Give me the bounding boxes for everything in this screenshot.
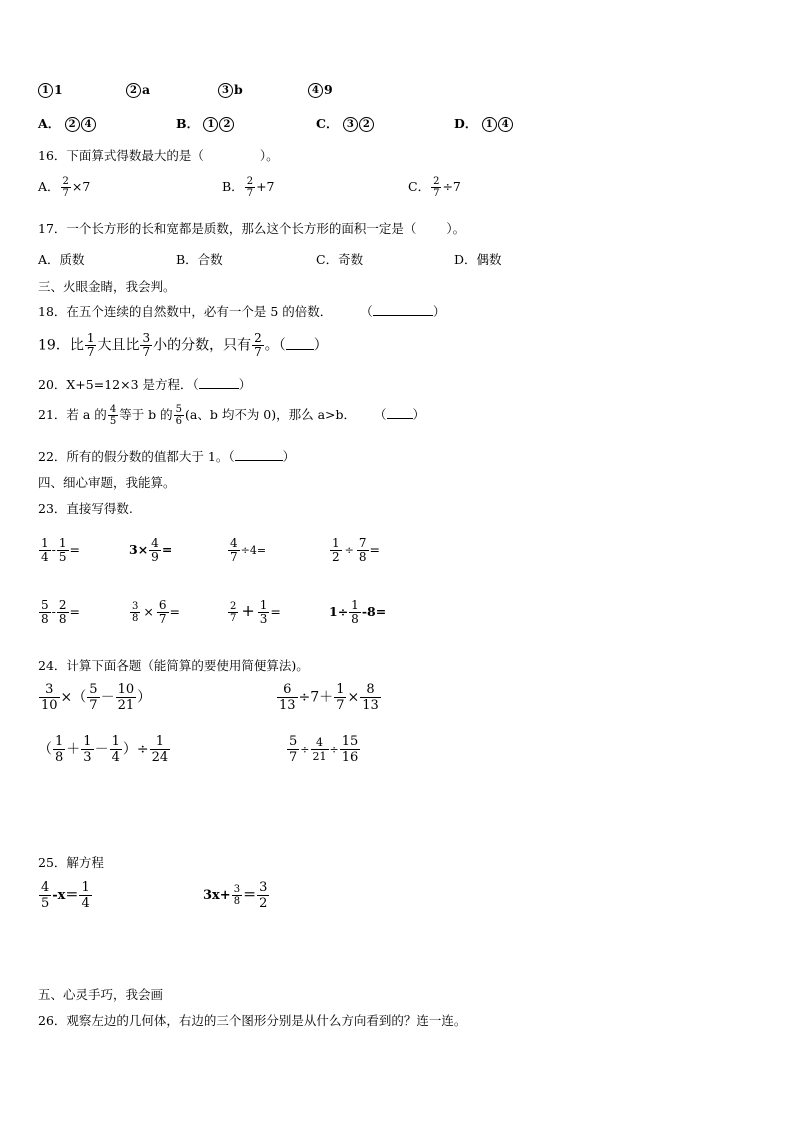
fraction: $\frac{1}{7}$ (336, 682, 345, 713)
fraction: $\frac{15}{16}$ (341, 734, 359, 765)
fraction: $\frac{8}{13}$ (362, 682, 379, 713)
fraction: $\frac{2}{7}$ (230, 601, 237, 624)
q23-expression-7: $\frac{2}{7}$ + $\frac{1}{3}$ = (230, 598, 281, 626)
answer-blank[interactable] (199, 388, 239, 389)
circled-number: 4 (81, 117, 96, 132)
fraction: $\frac{5}{6}$ (175, 404, 183, 427)
circled-number: 3 (218, 83, 233, 98)
q16-option-b[interactable]: B． $\frac{2}{7}$ +7 (222, 176, 275, 199)
fraction: $\frac{4}{9}$ (151, 536, 159, 564)
circled-number: 2 (65, 117, 80, 132)
fraction: $\frac{3}{8}$ (233, 884, 241, 907)
q15-choice-4: 4 9 (308, 82, 333, 98)
fraction: $\frac{4}{7}$ (230, 536, 238, 564)
question-26: 26．观察左边的几何体，右边的三个图形分别是从什么方向看到的？连一连。 (38, 1013, 467, 1028)
q24-expression-3: （ $\frac{1}{8}$ ＋ $\frac{1}{3}$ － $\frac{1}{4}$ ）÷ $\frac{1}{24}$ (38, 734, 169, 765)
section-4-heading: 四、细心审题，我能算。 (38, 475, 176, 490)
q15-option-d[interactable]: D． 1 4 (454, 114, 514, 132)
q15-option-a[interactable]: A． 2 4 (38, 114, 97, 132)
fraction: $\frac{1}{4}$ (41, 536, 49, 564)
circled-number: 2 (126, 83, 141, 98)
q23-expression-1: $\frac{1}{4}$ - $\frac{1}{5}$ = (41, 536, 80, 564)
q24-expression-1: $\frac{3}{10}$ ×（ $\frac{5}{7}$ － $\frac{10}{21}$ ） (41, 682, 152, 713)
question-23: 23．直接写得数. (38, 501, 133, 516)
fraction: $\frac{5}{7}$ (89, 682, 98, 713)
q23-expression-3: $\frac{4}{7}$ ÷4= (230, 536, 267, 564)
question-25: 25．解方程 (38, 855, 104, 870)
circled-number: 2 (359, 117, 374, 132)
fraction: $\frac{3}{10}$ (41, 682, 58, 713)
q17-option-d[interactable]: D．偶数 (454, 252, 502, 267)
fraction: $\frac{4}{5}$ (109, 404, 117, 427)
q23-expression-8: 1÷ $\frac{1}{8}$ -8= (329, 598, 387, 626)
section-3-heading: 三、火眼金睛，我会判。 (38, 279, 176, 294)
question-24: 24．计算下面各题（能简算的要使用简便算法)。 (38, 658, 309, 673)
q15-choice-2: 2 a (126, 82, 150, 98)
q25-equation-2: 3x+ $\frac{3}{8}$ ＝ $\frac{3}{2}$ (203, 880, 268, 911)
circled-number: 3 (343, 117, 358, 132)
fraction: $\frac{1}{2}$ (332, 536, 340, 564)
q23-expression-6: $\frac{3}{8}$ × $\frac{6}{7}$ = (132, 598, 180, 626)
answer-blank[interactable] (286, 349, 314, 350)
fraction: $\frac{4}{21}$ (312, 736, 327, 763)
q17-option-c[interactable]: C．奇数 (316, 252, 364, 267)
question-16: 16．下面算式得数最大的是（ ）。 (38, 148, 279, 163)
fraction: $\frac{6}{7}$ (158, 598, 167, 626)
q17-option-a[interactable]: A．质数 (38, 252, 85, 267)
fraction: $\frac{1}{8}$ (55, 734, 64, 765)
q23-expression-4: $\frac{1}{2}$ ÷ $\frac{7}{8}$ = (332, 536, 380, 564)
q24-expression-2: $\frac{6}{13}$ ÷7＋ $\frac{1}{7}$ × $\frac{8}{13}$ (279, 682, 379, 713)
fraction: $\frac{3}{7}$ (142, 331, 151, 359)
circled-number: 1 (203, 117, 218, 132)
answer-blank[interactable] (235, 460, 283, 461)
q23-expression-5: $\frac{5}{8}$ - $\frac{2}{8}$ = (41, 598, 80, 626)
fraction: $\frac{2}{7}$ (62, 176, 69, 199)
section-5-heading: 五、心灵手巧，我会画 (38, 987, 164, 1002)
fraction: $\frac{4}{5}$ (41, 880, 50, 911)
fraction: $\frac{6}{13}$ (279, 682, 296, 713)
answer-blank[interactable] (387, 418, 413, 419)
fraction: $\frac{10}{21}$ (117, 682, 135, 713)
fraction: $\frac{1}{8}$ (351, 598, 359, 626)
question-20: 20．X+5=12×3 是方程．（ ） (38, 377, 252, 392)
circled-number: 4 (308, 83, 323, 98)
question-17: 17．一个长方形的长和宽都是质数，那么这个长方形的面积一定是（ ）。 (38, 221, 466, 236)
fraction: $\frac{3}{8}$ (132, 601, 139, 624)
q23-expression-2: 3× $\frac{4}{9}$ = (129, 536, 173, 564)
q16-option-c[interactable]: C． $\frac{2}{7}$ ÷7 (408, 176, 461, 199)
fraction: $\frac{1}{4}$ (81, 880, 90, 911)
q15-option-c[interactable]: C． 3 2 (316, 114, 375, 132)
fraction: $\frac{2}{7}$ (254, 331, 262, 359)
circled-number: 1 (38, 83, 53, 98)
q17-option-b[interactable]: B．合数 (176, 252, 223, 267)
q15-option-b[interactable]: B． 1 2 (176, 114, 235, 132)
fraction: $\frac{1}{24}$ (151, 734, 169, 765)
fraction: $\frac{2}{8}$ (58, 598, 67, 626)
circled-number: 2 (219, 117, 234, 132)
fraction: $\frac{5}{8}$ (41, 598, 49, 626)
q15-choice-1: 1 1 (38, 82, 63, 98)
fraction: $\frac{1}{4}$ (111, 734, 120, 765)
fraction: $\frac{1}{3}$ (83, 734, 92, 765)
fraction: $\frac{1}{7}$ (86, 331, 95, 359)
fraction: $\frac{7}{8}$ (358, 536, 367, 564)
q24-expression-4: $\frac{5}{7}$ ÷ $\frac{4}{21}$ ÷ $\frac{15}{16}$ (289, 734, 359, 765)
question-18: 18．在五个连续的自然数中，必有一个是 5 的倍数． （ ） (38, 304, 446, 319)
fraction: $\frac{1}{5}$ (58, 536, 67, 564)
q25-equation-1: $\frac{4}{5}$ -x＝ $\frac{1}{4}$ (41, 880, 90, 911)
question-19: 19．比 $\frac{1}{7}$ 大且比 $\frac{3}{7}$ 小的分数，只有 $\frac{2}{7}$ 。（ ） (38, 331, 328, 359)
fraction: $\frac{1}{3}$ (259, 598, 268, 626)
answer-blank[interactable] (373, 315, 433, 316)
circled-number: 4 (498, 117, 513, 132)
question-21: 21．若 a 的 $\frac{4}{5}$ 等于 b 的 $\frac{5}{6}$ (a、b 均不为 0)，那么 a>b． （ ） (38, 404, 426, 427)
fraction: $\frac{2}{7}$ (433, 176, 440, 199)
fraction: $\frac{5}{7}$ (289, 734, 298, 765)
fraction: $\frac{3}{2}$ (259, 880, 268, 911)
circled-number: 1 (482, 117, 497, 132)
fraction: $\frac{2}{7}$ (246, 176, 254, 199)
question-22: 22．所有的假分数的值都大于 1。（ ） (38, 449, 296, 464)
q16-option-a[interactable]: A． $\frac{2}{7}$ ×7 (38, 176, 91, 199)
q15-choice-3: 3 b (218, 82, 243, 98)
